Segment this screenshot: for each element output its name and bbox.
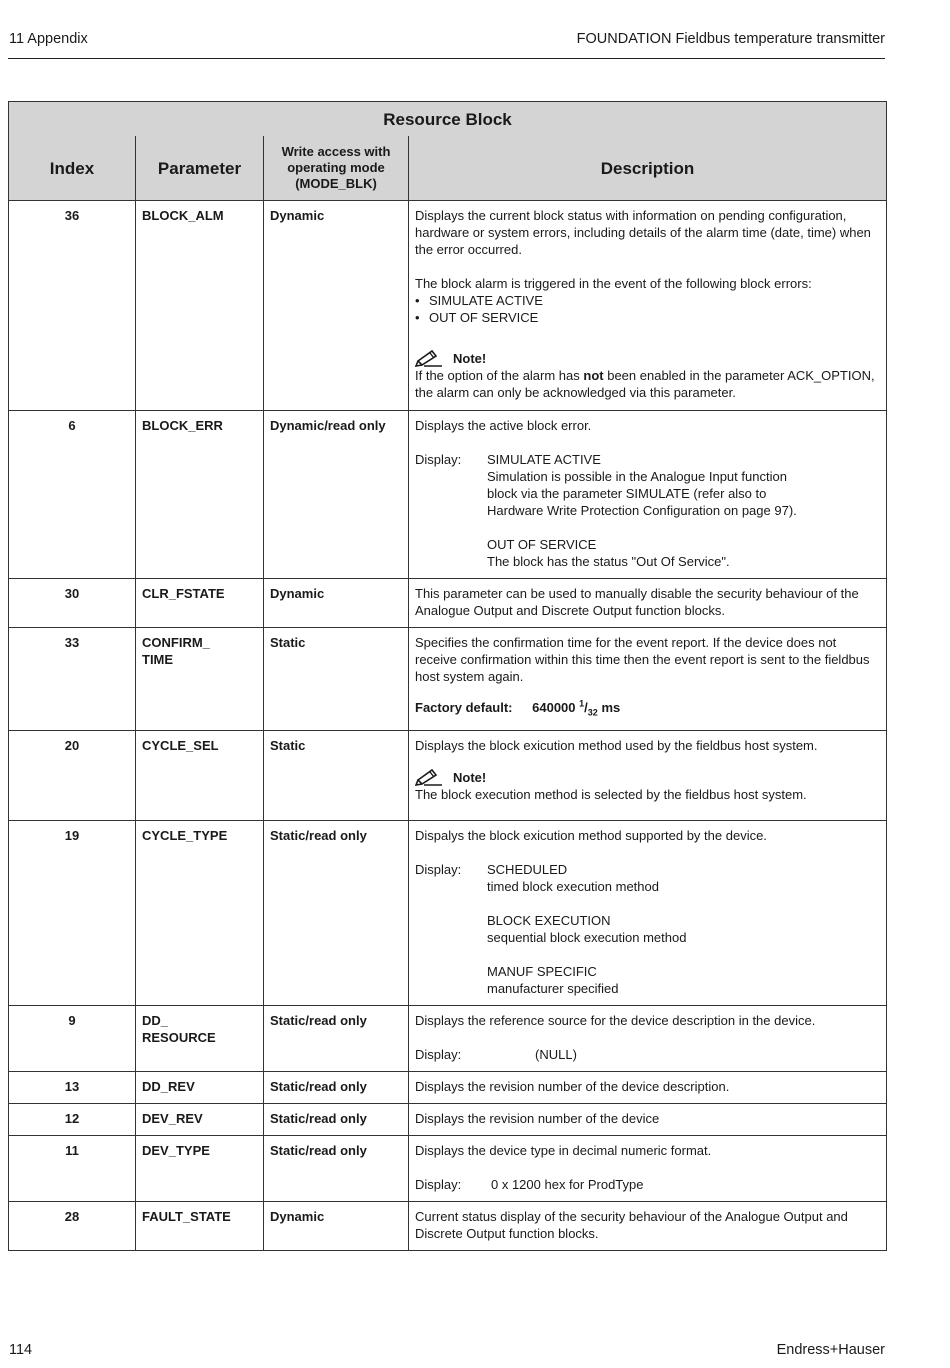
row-description: [409, 1072, 887, 1104]
description-text: Displays the device type in decimal numeric format.: [415, 1143, 712, 1158]
description-text: Displays the reference source for the device description in the device.: [415, 1013, 816, 1028]
row-index: 19: [9, 821, 136, 1006]
row-parameter: BLOCK_ALM: [136, 201, 264, 411]
description-text: Displays the active block error.: [415, 418, 592, 433]
display-label: Display:: [415, 1047, 462, 1062]
column-header-parameter: Parameter: [136, 136, 264, 201]
display-value-explanation: The block has the status "Out Of Service".: [487, 554, 730, 569]
table-row: [9, 201, 887, 411]
description-text: Dispalys the block exicution method supported by the device.: [415, 828, 767, 843]
row-index: 20: [9, 731, 136, 821]
table-row: [9, 1136, 887, 1202]
display-value: OUT OF SERVICE: [487, 537, 597, 552]
table-row: [9, 628, 887, 731]
description-text: This parameter can be used to manually disable the security behaviour of the Analogue Output and Discrete Output function blocks.: [415, 586, 859, 618]
row-description: [409, 1136, 887, 1202]
display-values: [415, 1176, 880, 1193]
display-value-explanation: sequential block execution method: [487, 930, 687, 945]
display-value: BLOCK EXECUTION: [487, 913, 611, 928]
row-parameter: DEV_REV: [136, 1104, 264, 1136]
row-parameter: CYCLE_TYPE: [136, 821, 264, 1006]
row-access: Dynamic: [264, 201, 409, 411]
row-access: Static/read only: [264, 1104, 409, 1136]
row-parameter: DD_REV: [136, 1072, 264, 1104]
note-text: The block execution method is selected by the fieldbus host system.: [415, 787, 807, 802]
row-index: 6: [9, 411, 136, 579]
note-label: Note!: [453, 770, 487, 785]
description-text: Specifies the confirmation time for the event report. If the device does not receive confirmation within this time then the event report is sent to the fieldbus host system again.: [415, 635, 870, 684]
row-access: Dynamic/read only: [264, 411, 409, 579]
display-value: MANUF SPECIFIC: [487, 964, 597, 979]
display-value-explanation: manufacturer specified: [487, 981, 619, 996]
description-text: Displays the current block status with information on pending configuration, hardware or system errors, including details of the alarm time (date, time) when the error occurred.: [415, 208, 871, 257]
display-value-explanation: timed block execution method: [487, 879, 659, 894]
row-index: 12: [9, 1104, 136, 1136]
note: [415, 766, 880, 786]
row-description: [409, 731, 887, 821]
pencil-note-icon: [415, 766, 443, 786]
row-parameter: CONFIRM_ TIME: [136, 628, 264, 731]
row-parameter: BLOCK_ERR: [136, 411, 264, 579]
row-description: [409, 1006, 887, 1072]
row-access: Static/read only: [264, 1006, 409, 1072]
row-parameter: DD_ RESOURCE: [136, 1006, 264, 1072]
header-section-title: 11 Appendix: [9, 31, 88, 47]
pencil-note-icon: [415, 347, 443, 367]
row-access: Static: [264, 731, 409, 821]
table-row: [9, 411, 887, 579]
factory-default-value: 640000 $^1/_{32}$ ms: [532, 698, 621, 718]
display-value: SIMULATE ACTIVE: [487, 452, 601, 467]
description-text: The block alarm is triggered in the event of the following block errors:: [415, 276, 812, 291]
bullet-list: [415, 292, 880, 326]
table-row: [9, 821, 887, 1006]
factory-default: [415, 699, 880, 716]
header-rule: [8, 58, 885, 59]
row-access: Static/read only: [264, 821, 409, 1006]
row-access: Static/read only: [264, 1072, 409, 1104]
brand-logo-text: Endress+Hauser: [776, 1342, 885, 1358]
row-description: [409, 1104, 887, 1136]
row-description: [409, 821, 887, 1006]
display-label: Display:: [415, 1177, 462, 1192]
row-access: Static/read only: [264, 1136, 409, 1202]
table-row: [9, 1072, 887, 1104]
row-parameter: DEV_TYPE: [136, 1136, 264, 1202]
table-row: [9, 1006, 887, 1072]
row-index: 13: [9, 1072, 136, 1104]
display-value: (NULL): [535, 1047, 577, 1062]
factory-default-label: Factory default:: [415, 700, 513, 715]
row-access: Dynamic: [264, 579, 409, 628]
row-index: 28: [9, 1202, 136, 1251]
display-values: [415, 861, 880, 997]
display-value: 0 x 1200 hex for ProdType: [491, 1177, 644, 1192]
table-row: [9, 1104, 887, 1136]
row-description: [409, 1202, 887, 1251]
description-text: Displays the block exicution method used by the fieldbus host system.: [415, 738, 818, 753]
note-label: Note!: [453, 351, 487, 366]
table-row: [9, 579, 887, 628]
description-text: Displays the revision number of the device description.: [415, 1079, 730, 1094]
display-value: SCHEDULED: [487, 862, 568, 877]
column-header-index: Index: [9, 136, 136, 201]
row-description: [409, 628, 887, 731]
display-label: Display:: [415, 862, 462, 877]
table-row: [9, 1202, 887, 1251]
list-item: • OUT OF SERVICE: [415, 309, 880, 326]
row-description: [409, 579, 887, 628]
row-index: 11: [9, 1136, 136, 1202]
row-parameter: FAULT_STATE: [136, 1202, 264, 1251]
row-index: 30: [9, 579, 136, 628]
row-index: 36: [9, 201, 136, 411]
display-values: [415, 1046, 880, 1063]
row-index: 9: [9, 1006, 136, 1072]
row-parameter: CLR_FSTATE: [136, 579, 264, 628]
column-header-description: Description: [409, 136, 887, 201]
row-index: 33: [9, 628, 136, 731]
description-text: Displays the revision number of the device: [415, 1111, 660, 1126]
header-document-title: FOUNDATION Fieldbus temperature transmitter: [576, 31, 885, 47]
note-text: If the option of the alarm has not been enabled in the parameter ACK_OPTION, the alarm can only be acknowledged via this parameter.: [415, 368, 875, 400]
display-value-explanation: Simulation is possible in the Analogue Input function block via the parameter SIMULATE (refer also to Hardware Write Protection Configuration on page 97).: [487, 469, 797, 518]
table-title: Resource Block: [9, 102, 887, 137]
table-row: [9, 731, 887, 821]
note: [415, 347, 880, 367]
list-item: • SIMULATE ACTIVE: [415, 292, 880, 309]
row-access: Dynamic: [264, 1202, 409, 1251]
row-description: [409, 411, 887, 579]
row-description: [409, 201, 887, 411]
display-values: [415, 451, 880, 570]
resource-block-table: [8, 101, 887, 1251]
page-number: 114: [9, 1342, 33, 1358]
column-header-access: Write access with operating mode (MODE_BLK): [264, 136, 409, 201]
row-access: Static: [264, 628, 409, 731]
row-parameter: CYCLE_SEL: [136, 731, 264, 821]
display-label: Display:: [415, 452, 462, 467]
description-text: Current status display of the security behaviour of the Analogue Output and Discrete Output function blocks.: [415, 1209, 848, 1241]
